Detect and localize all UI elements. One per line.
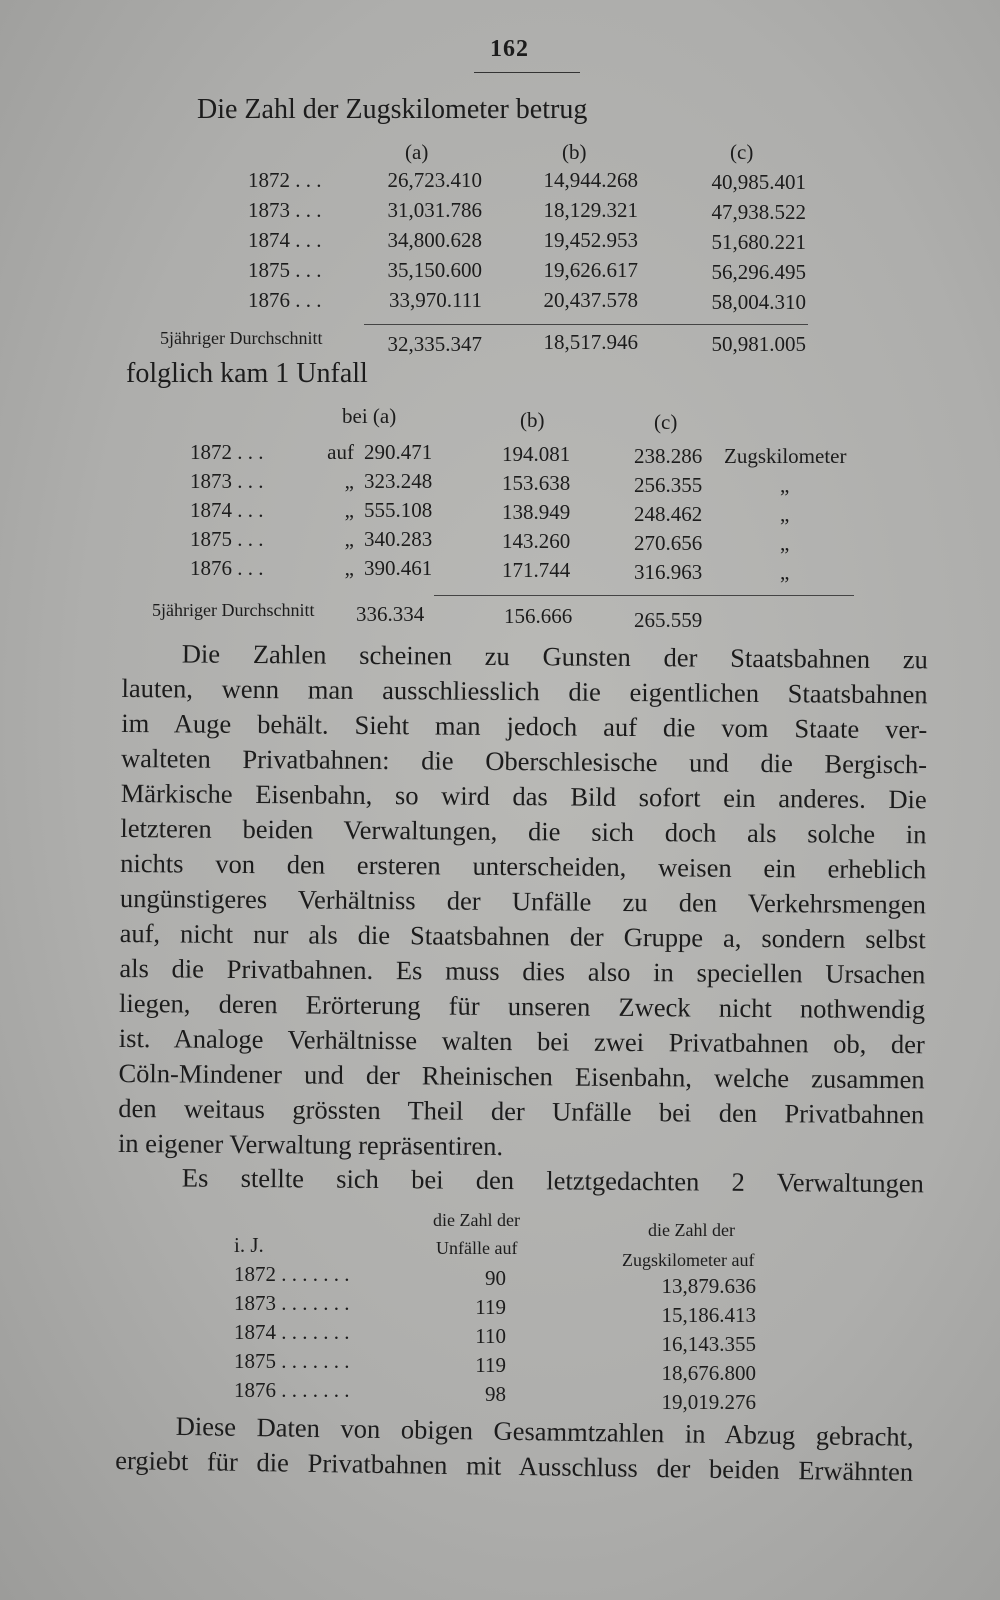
table2-cell-a: 390.461 — [364, 556, 433, 580]
table1-avg-b: 18,517.946 — [543, 330, 638, 354]
page-number: 162 — [490, 36, 529, 62]
table3-km: 18,676.800 — [661, 1361, 756, 1385]
paragraph3-line: ergiebt für die Privatbahnen mit Ausschluss der beiden Erwähnten — [115, 1444, 914, 1487]
body-paragraph-2 — [122, 1160, 924, 1201]
table1-cell-b: 19,452.953 — [543, 228, 638, 252]
table1-cell-c: 40,985.401 — [711, 170, 806, 194]
table1-cell-a: 26,723.410 — [387, 168, 482, 192]
table2-cell-c: 248.462 — [634, 502, 703, 526]
table1-cell-c: 58,004.310 — [711, 290, 806, 314]
table1-avg-c: 50,981.005 — [711, 332, 806, 356]
table1-cell-b: 18,129.321 — [543, 198, 638, 222]
paragraph1-line: den weitaus grössten Theil der Unfälle bei den Privatbahnen — [118, 1092, 925, 1130]
table2-year: 1875 . . . — [190, 527, 264, 551]
table1-year: 1875 . . . — [248, 258, 322, 282]
table2-suffix: „ — [780, 531, 790, 555]
paragraph1-line: lauten, wenn man ausschliesslich die eigentlichen Staatsbahnen — [121, 672, 928, 710]
table2-year: 1873 . . . — [190, 469, 264, 493]
table3-accidents: 110 — [475, 1324, 506, 1348]
table2-header-c: (c) — [654, 410, 678, 434]
table1-year: 1874 . . . — [248, 228, 322, 252]
paragraph2-line: Es stellte sich bei den letztgedachten 2 Verwaltungen — [181, 1162, 924, 1199]
table2-avg-label: 5jähriger Durchschnitt — [152, 600, 315, 620]
table2-intro: folglich kam 1 Unfall — [126, 358, 368, 389]
table1-cell-a: 34,800.628 — [387, 228, 482, 252]
paragraph1-line: nichts von den ersteren unterscheiden, weisen ein erheblich — [120, 847, 927, 885]
table2-prefix: „ — [344, 498, 354, 522]
table2-avg-c: 265.559 — [634, 608, 703, 632]
table1-avg-label: 5jähriger Durchschnitt — [160, 328, 323, 348]
table2-cell-b: 194.081 — [502, 442, 571, 466]
table3-col1-header-line1: die Zahl der — [433, 1210, 520, 1230]
table3-col0-header: i. J. — [234, 1233, 264, 1257]
table2-prefix: „ — [344, 556, 354, 580]
table1-header-c: (c) — [730, 140, 754, 164]
table3-year: 1875 . . . . . . . — [234, 1349, 350, 1373]
table3-km: 13,879.636 — [661, 1274, 756, 1298]
table1-cell-c: 51,680.221 — [711, 230, 806, 254]
table2-avg-b: 156.666 — [504, 604, 573, 628]
table1-year: 1872 . . . — [248, 168, 322, 192]
table1-year: 1873 . . . — [248, 198, 322, 222]
table3-km: 19,019.276 — [661, 1390, 756, 1414]
table2-cell-b: 153.638 — [502, 471, 571, 495]
table1-cell-c: 47,938.522 — [711, 200, 806, 224]
table1-header-b: (b) — [562, 140, 587, 164]
table2-cell-a: 555.108 — [364, 498, 433, 522]
table2-prefix: auf — [327, 440, 354, 464]
paragraph1-line: Die Zahlen scheinen zu Gunsten der Staatsbahnen zu — [181, 638, 928, 675]
table3-year: 1872 . . . . . . . — [234, 1262, 350, 1286]
table2-cell-c: 256.355 — [634, 473, 703, 497]
table2-sum-rule — [434, 595, 854, 596]
paragraph1-line: Märkische Eisenbahn, so wird das Bild sofort ein anderes. Die — [120, 777, 927, 815]
table2-suffix: Zugskilometer — [724, 444, 847, 468]
paragraph1-line: in eigener Verwaltung repräsentiren. — [117, 1127, 504, 1162]
paragraph1-line: im Auge behält. Sieht man jedoch auf die vom Staate ver- — [121, 707, 928, 745]
table2-prefix: „ — [344, 527, 354, 551]
table2-suffix: „ — [780, 560, 790, 584]
table2-cell-b: 138.949 — [502, 500, 571, 524]
table1-avg-a: 32,335.347 — [387, 332, 482, 356]
table3-accidents: 90 — [485, 1266, 506, 1290]
table2-cell-b: 143.260 — [502, 529, 571, 553]
table2-header-a: bei (a) — [342, 404, 397, 428]
table1-cell-c: 56,296.495 — [711, 260, 806, 284]
table3-col2-header-line1: die Zahl der — [648, 1220, 735, 1240]
table2-suffix: „ — [780, 502, 790, 526]
table3-year: 1876 . . . . . . . — [234, 1378, 350, 1402]
table1-cell-b: 14,944.268 — [543, 168, 638, 192]
table2-prefix: „ — [344, 469, 354, 493]
table1-cell-a: 31,031.786 — [387, 198, 482, 222]
body-paragraph-1 — [118, 636, 928, 1167]
paragraph1-line: Cöln-Mindener und der Rheinischen Eisenbahn, welche zusammen — [118, 1057, 925, 1095]
table3-col2-header-line2: Zugskilometer auf — [622, 1250, 755, 1270]
table3-accidents: 98 — [485, 1382, 506, 1406]
table1-cell-b: 20,437.578 — [543, 288, 638, 312]
table3-year: 1874 . . . . . . . — [234, 1320, 350, 1344]
paragraph1-line: auf, nicht nur als die Staatsbahnen der Gruppe a, sondern selbst — [119, 917, 926, 955]
table3-year: 1873 . . . . . . . — [234, 1291, 350, 1315]
table2-cell-a: 323.248 — [364, 469, 433, 493]
paragraph1-line: walteten Privatbahnen: die Oberschlesische und die Bergisch- — [120, 742, 928, 780]
table2-year: 1874 . . . — [190, 498, 264, 522]
table3-km: 16,143.355 — [661, 1332, 756, 1356]
table3-col1-header-line2: Unfälle auf — [436, 1238, 518, 1258]
body-paragraph-3 — [115, 1408, 914, 1490]
table2-suffix: „ — [780, 473, 790, 497]
table3-accidents: 119 — [475, 1295, 506, 1319]
table1-cell-a: 33,970.111 — [389, 288, 482, 312]
table3-accidents: 119 — [475, 1353, 506, 1377]
table2-year: 1872 . . . — [190, 440, 264, 464]
paragraph1-line: letzteren beiden Verwaltungen, die sich doch als solche in — [120, 812, 927, 850]
table1-header-a: (a) — [405, 140, 429, 164]
table2-cell-b: 171.744 — [502, 558, 571, 582]
table2-cell-c: 238.286 — [634, 444, 703, 468]
table3-km: 15,186.413 — [661, 1303, 756, 1327]
table2-cell-c: 270.656 — [634, 531, 703, 555]
table1-cell-b: 19,626.617 — [543, 258, 638, 282]
paragraph1-line: liegen, deren Erörterung für unseren Zweck nicht nothwendig — [118, 987, 926, 1025]
paragraph1-line: ungünstigeres Verhältniss der Unfälle zu den Verkehrsmengen — [119, 882, 927, 920]
table2-cell-c: 316.963 — [634, 560, 703, 584]
page-number-rule — [474, 72, 580, 73]
table1-intro: Die Zahl der Zugskilometer betrug — [197, 94, 588, 125]
table2-year: 1876 . . . — [190, 556, 264, 580]
paragraph1-line: ist. Analoge Verhältnisse walten bei zwei Privatbahnen ob, der — [118, 1022, 925, 1060]
paragraph3-line: Diese Daten von obigen Gesammtzahlen in Abzug gebracht, — [175, 1410, 914, 1452]
table1-sum-rule — [364, 324, 808, 325]
table2-header-b: (b) — [520, 408, 545, 432]
paragraph1-line: als die Privatbahnen. Es muss dies also in speciellen Ursachen — [119, 952, 926, 990]
table2-avg-a: 336.334 — [356, 602, 425, 626]
table1-cell-a: 35,150.600 — [387, 258, 482, 282]
table2-cell-a: 290.471 — [364, 440, 433, 464]
table1-year: 1876 . . . — [248, 288, 322, 312]
table2-cell-a: 340.283 — [364, 527, 433, 551]
